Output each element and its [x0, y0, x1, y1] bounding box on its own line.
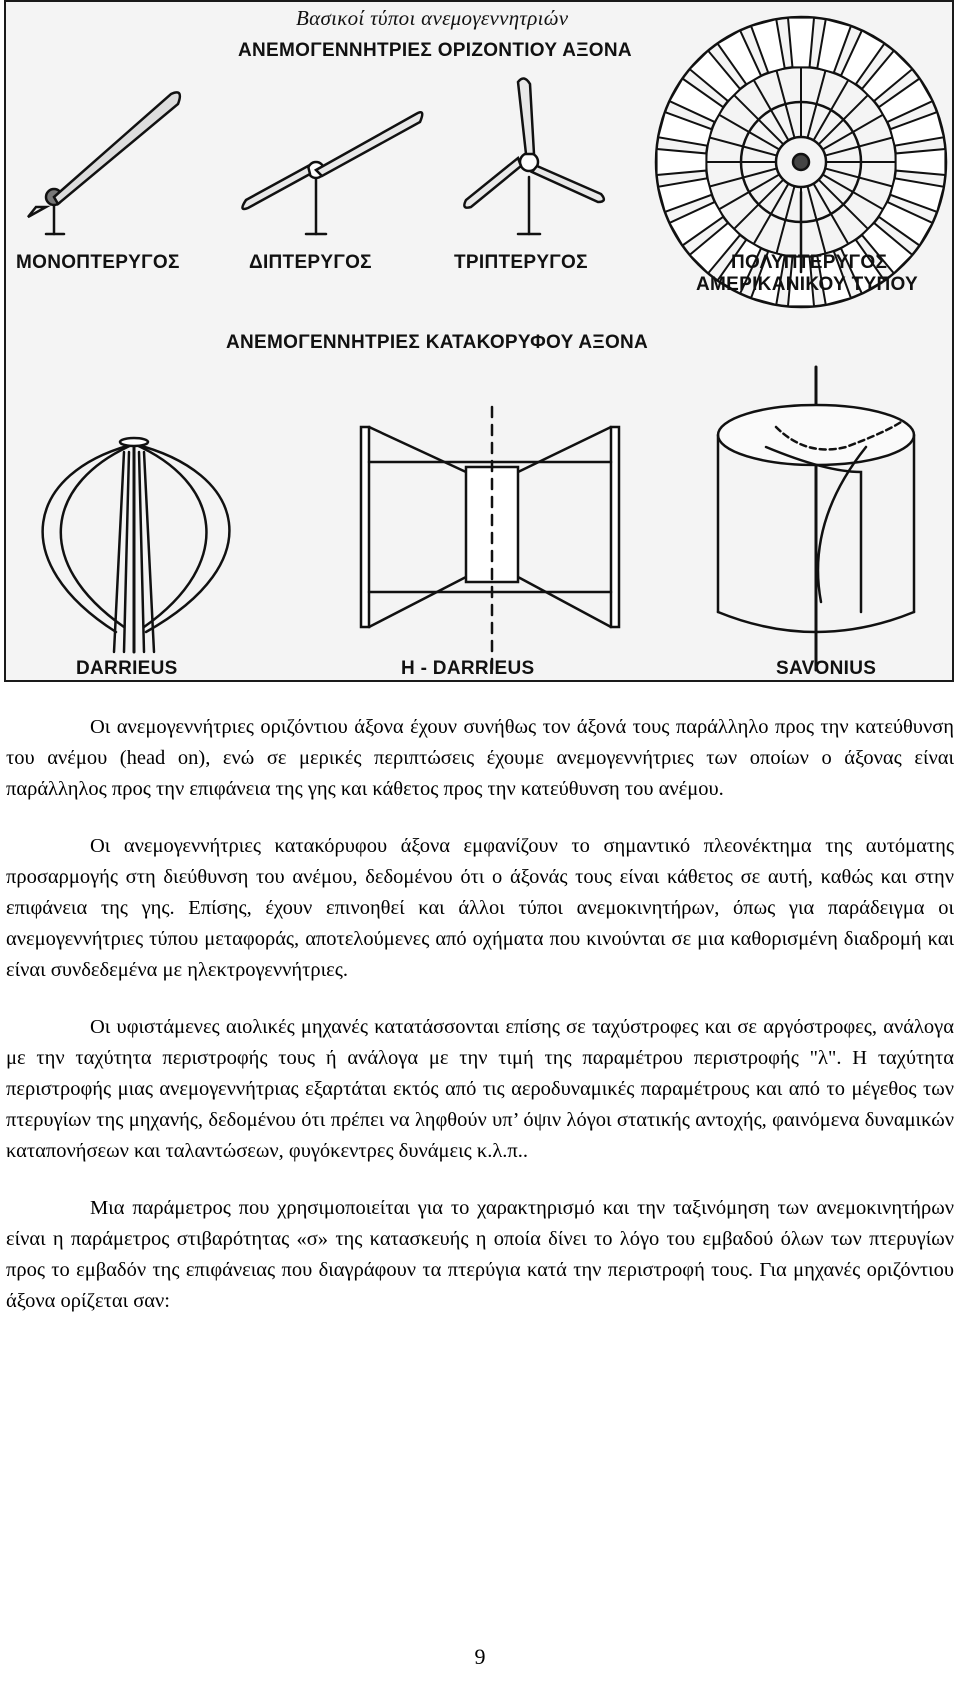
darrieus-caption: DARRIEUS	[76, 658, 178, 679]
two-blade-caption: ΔΙΠΤΕΡΥΓΟΣ	[249, 252, 372, 273]
horizontal-axis-section-title: ΑΝΕΜΟΓΕΝΝΗΤΡΙΕΣ ΟΡΙΖΟΝΤΙΟΥ ΑΞΟΝΑ	[238, 40, 632, 61]
h-darrieus-turbine-drawing	[361, 407, 619, 670]
paragraph: Οι ανεμογεννήτριες κατακόρυφου άξονα εμφανίζουν το σημαντικό πλεονέκτημα της αυτόματης προσαρμογής στη διεύθυνση του ανέμου, δεδομένου ότι ο άξονάς τους είναι κάθετος σε αυτή, καθώς και στην επιφάνεια της γης. Επίσης, έχουν επινοηθεί και άλλοι τύποι ανεμοκινητήρων, όπως για παράδειγμα οι ανεμογεννήτριες τύπου μεταφοράς, αποτελούμενες από οχήματα που κινούνται σε μια καθορισμένη διαδρομή και είναι συνδεδεμένα με ηλεκτρογεννήτριες.	[6, 835, 954, 981]
paragraph: Οι υφιστάμενες αιολικές μηχανές κατατάσσονται επίσης σε ταχύστροφες και σε αργόστροφες, ανάλογα με την ταχύτητα περιστροφής τους ή ανάλογα με την τιμή της παραμέτρου περιστροφής "λ". Η ταχύτητα περιστροφής μιας ανεμογεννήτριας εξαρτάται εκτός από τις αεροδυναμικές παραμέτρους και από το μέγεθος των πτερυγίων της μηχανής, δεδομένου ότι πρέπει να ληφθούν υπ’ όψιν λόγοι στατικής αντοχής, φαινόμενα δυναμικών καταπονήσεων και ταλαντώσεων, φυγόκεντρες δυνάμεις κ.λ.π..	[6, 1016, 954, 1162]
paragraph: Οι ανεμογεννήτριες οριζόντιου άξονα έχουν συνήθως τον άξονά τους παράλληλο προς την κατεύθυνση του ανέμου (head on), ενώ σε μερικές περιπτώσεις έχουμε ανεμογεννήτριες των οποίων ο άξονας είναι παράλληλος προς την επιφάνεια της γης και κάθετος προς την κατεύθυνση του ανέμου.	[6, 716, 954, 800]
vertical-axis-section-title: ΑΝΕΜΟΓΕΝΝΗΤΡΙΕΣ ΚΑΤΑΚΟΡΥΦΟΥ ΑΞΟΝΑ	[226, 332, 649, 353]
figure-title: Βασικοί τύποι ανεμογεννητριών	[296, 6, 569, 30]
two-blade-turbine-drawing	[242, 112, 422, 234]
three-blade-turbine-drawing	[464, 78, 604, 234]
savonius-turbine-drawing	[718, 367, 914, 670]
h-darrieus-caption: H - DARRIEUS	[401, 658, 535, 679]
paragraph: Μια παράμετρος που χρησιμοποιείται για το χαρακτηρισμό και την ταξινόμηση των ανεμοκινητήρων είναι η παράμετρος στιβαρότητας «σ» της κατασκευής η οποία δίνει το λόγο του εμβαδού όλων των πτερυγίων προς το εμβαδόν της επιφάνειας που διαγράφουν τα πτερύγια κατά την περιστροφή τους. Για μηχανές οριζόντιου άξονα ορίζεται σαν:	[6, 1197, 954, 1312]
darrieus-turbine-drawing	[43, 438, 230, 652]
single-blade-turbine-drawing	[28, 92, 180, 234]
single-blade-caption: ΜΟΝΟΠΤΕΡΥΓΟΣ	[16, 252, 180, 273]
wind-turbine-types-figure	[4, 0, 954, 682]
three-blade-caption: ΤΡΙΠΤΕΡΥΓΟΣ	[454, 252, 588, 273]
savonius-caption: SAVONIUS	[776, 658, 877, 679]
page-number: 9	[474, 1644, 486, 1669]
multi-blade-caption-line2: ΑΜΕΡΙΚΑΝΙΚΟΥ ΤΥΠΟΥ	[696, 274, 918, 295]
multi-blade-caption-line1: ΠΟΛΥΠΤΕΡΥΓΟΣ	[731, 252, 888, 273]
body-text	[6, 712, 954, 1317]
